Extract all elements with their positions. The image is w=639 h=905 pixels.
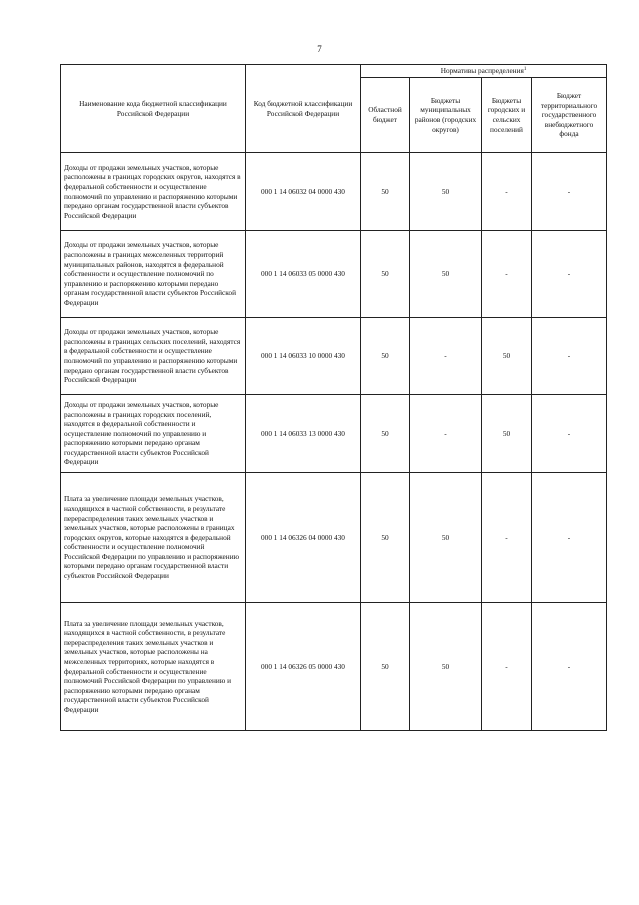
header-normatives: Нормативы распределения$^1$ [361, 65, 607, 78]
row-code: 000 1 14 06032 04 0000 430 [246, 153, 361, 231]
table-row [61, 603, 607, 731]
row-settlements-value: - [482, 603, 532, 731]
row-municipal-value: 50 [410, 473, 482, 603]
row-code: 000 1 14 06033 13 0000 430 [246, 395, 361, 473]
budget-distribution-table [60, 64, 607, 731]
row-fund-value: - [532, 231, 607, 318]
header-code: Код бюджетной классификации Российской Федерации [246, 65, 361, 153]
table-row [61, 231, 607, 318]
row-oblast-value: 50 [361, 231, 410, 318]
row-municipal-value: - [410, 395, 482, 473]
row-municipal-value: 50 [410, 231, 482, 318]
row-code: 000 1 14 06326 05 0000 430 [246, 603, 361, 731]
row-settlements-value: 50 [482, 318, 532, 395]
row-municipal-value: - [410, 318, 482, 395]
row-fund-value: - [532, 153, 607, 231]
row-oblast-value: 50 [361, 603, 410, 731]
row-name: Доходы от продажи земельных участков, которые расположены в границах городских поселений, находятся в федеральной собственности и осуществление полномочий по управлению и распоряжению которыми передано органам государственной власти субъектов Российской Федерации [61, 395, 246, 473]
table-row [61, 318, 607, 395]
row-code: 000 1 14 06033 05 0000 430 [246, 231, 361, 318]
row-name: Плата за увеличение площади земельных участков, находящихся в частной собственности, в результате перераспределения таких земельных участков и земельных участков, которые расположены на межселенных территориях, которые находятся в федеральной собственности и осуществление полномочий Российской Федерации по управлению и распоряжению которыми передано органам государственной власти субъектов Российской Федерации [61, 603, 246, 731]
header-fund: Бюджет территориального государственного внебюджетного фонда [532, 78, 607, 153]
row-oblast-value: 50 [361, 473, 410, 603]
row-fund-value: - [532, 318, 607, 395]
row-settlements-value: 50 [482, 395, 532, 473]
row-oblast-value: 50 [361, 395, 410, 473]
row-code: 000 1 14 06033 10 0000 430 [246, 318, 361, 395]
header-municipal: Бюджеты муниципальных районов (городских округов) [410, 78, 482, 153]
header-oblast: Областной бюджет [361, 78, 410, 153]
row-municipal-value: 50 [410, 153, 482, 231]
row-fund-value: - [532, 473, 607, 603]
row-municipal-value: 50 [410, 603, 482, 731]
row-oblast-value: 50 [361, 153, 410, 231]
table-row [61, 153, 607, 231]
header-name: Наименование кода бюджетной классификации Российской Федерации [61, 65, 246, 153]
row-settlements-value: - [482, 473, 532, 603]
table-row [61, 395, 607, 473]
row-fund-value: - [532, 603, 607, 731]
header-settlements: Бюджеты городских и сельских поселений [482, 78, 532, 153]
row-code: 000 1 14 06326 04 0000 430 [246, 473, 361, 603]
row-name: Плата за увеличение площади земельных участков, находящихся в частной собственности, в результате перераспределения таких земельных участков и земельных участков, которые расположены в границах городских округов, которые находятся в федеральной собственности и осуществление полномочий Российской Федерации по управлению и распоряжению которыми передано органам государственной власти субъектов Российской Федерации [61, 473, 246, 603]
row-settlements-value: - [482, 153, 532, 231]
footnote-mark: 1 [523, 67, 527, 73]
row-settlements-value: - [482, 231, 532, 318]
row-name: Доходы от продажи земельных участков, которые расположены в границах сельских поселений, находятся в федеральной собственности и осуществление полномочий по управлению и распоряжению которыми передано органам государственной власти субъектов Российской Федерации [61, 318, 246, 395]
table-row [61, 473, 607, 603]
row-oblast-value: 50 [361, 318, 410, 395]
row-name: Доходы от продажи земельных участков, которые расположены в границах городских округов, находятся в федеральной собственности и осуществление полномочий по управлению и распоряжению которыми передано органам государственной власти субъектов Российской Федерации [61, 153, 246, 231]
page-number: 7 [317, 44, 322, 54]
row-name: Доходы от продажи земельных участков, которые расположены в границах межселенных территорий муниципальных районов, находятся в федеральной собственности и осуществление полномочий по управлению и распоряжению которыми передано органам государственной власти субъектов Российской Федерации [61, 231, 246, 318]
row-fund-value: - [532, 395, 607, 473]
